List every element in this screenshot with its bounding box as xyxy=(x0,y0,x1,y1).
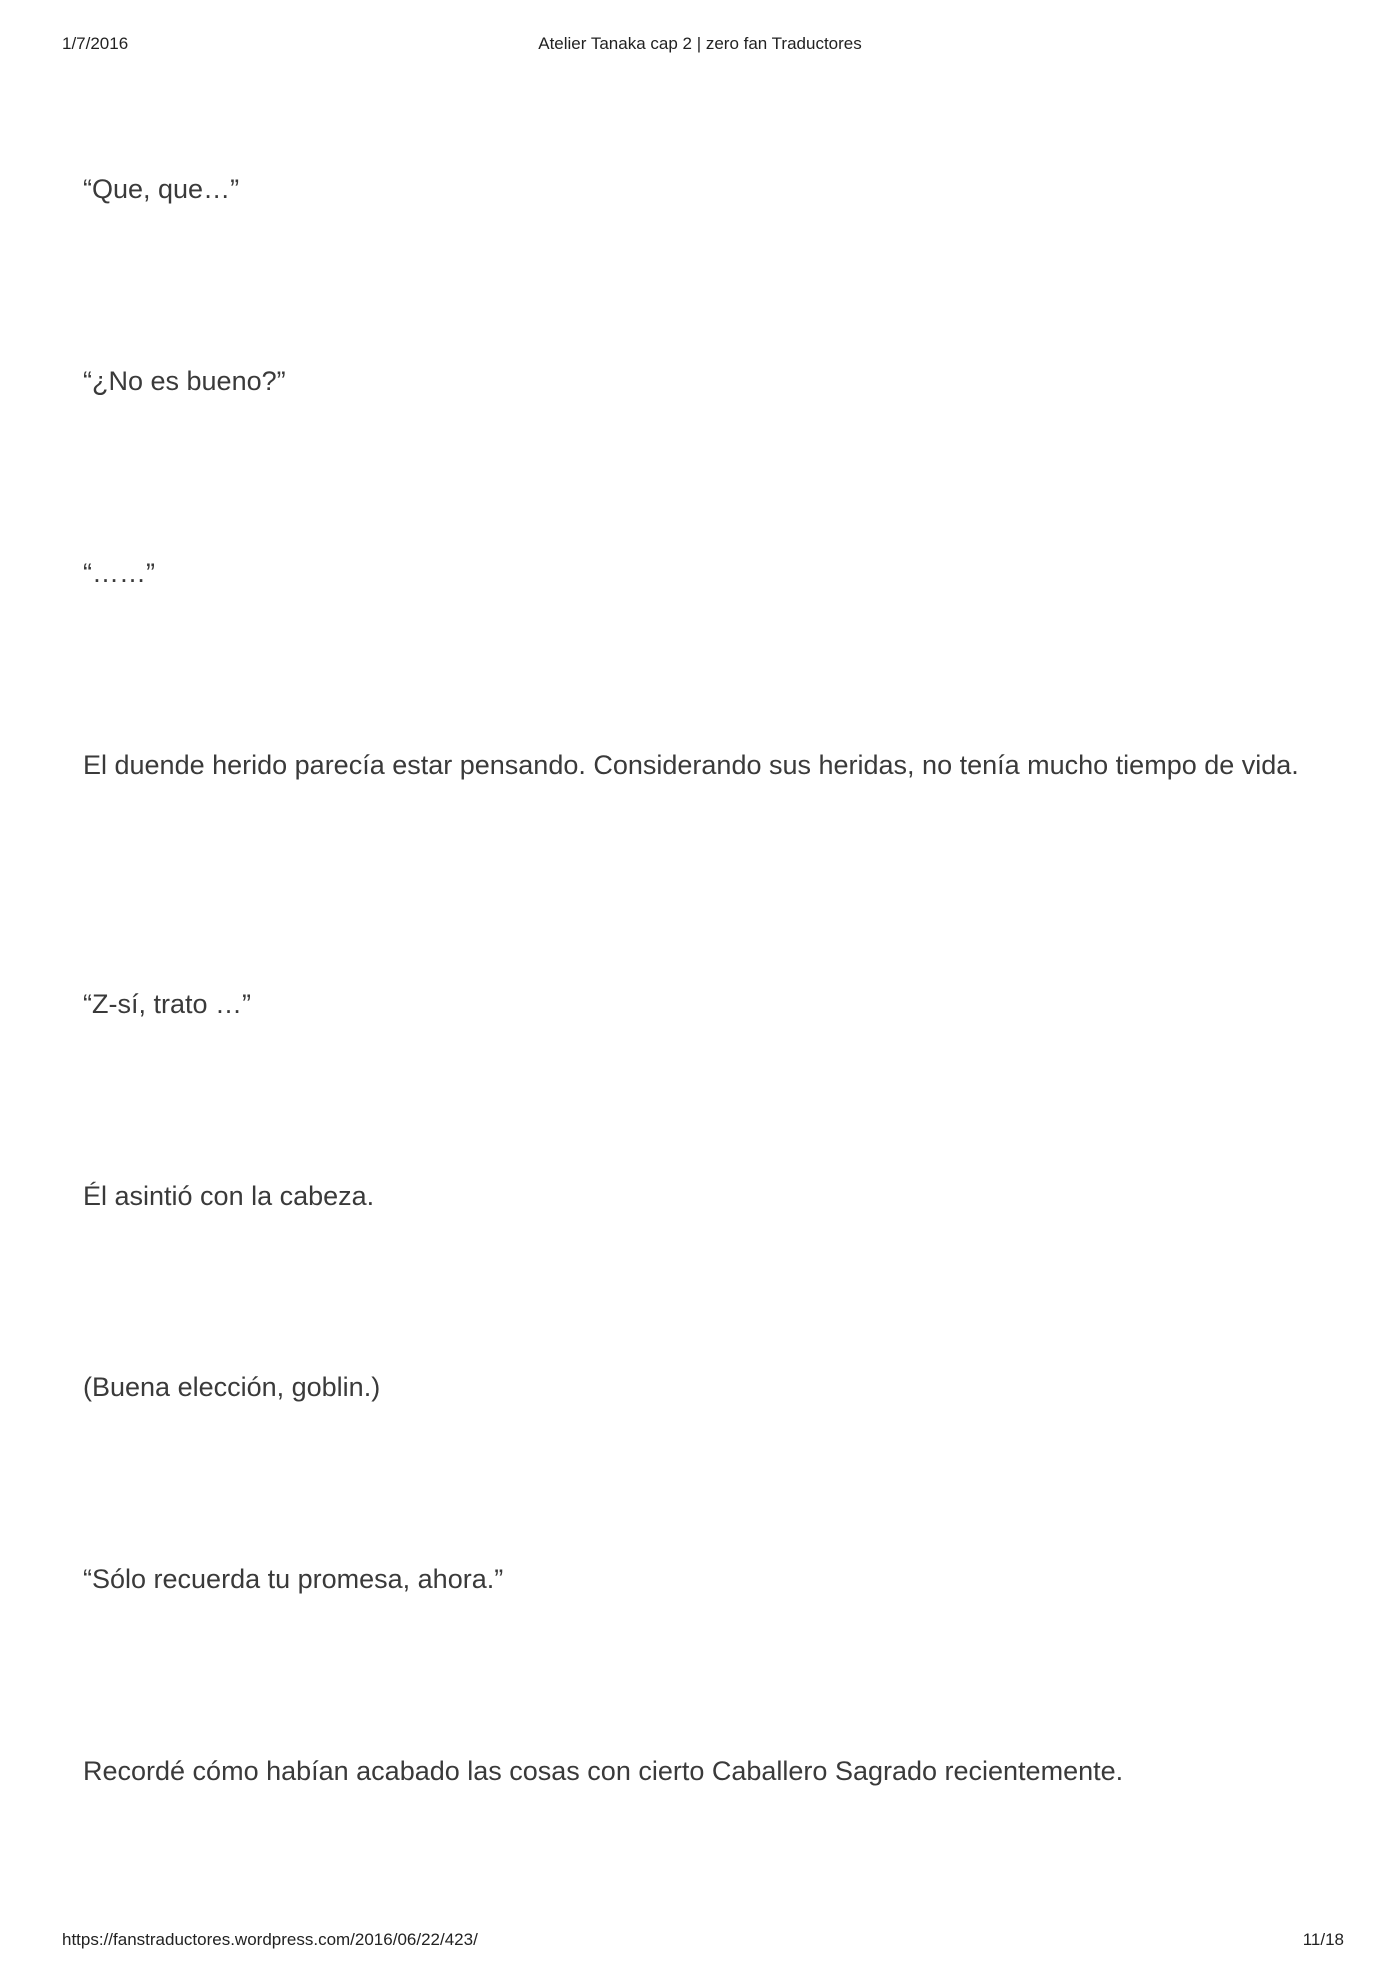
paragraph: “Sólo recuerda tu promesa, ahora.” xyxy=(83,1564,504,1594)
page-url: https://fanstraductores.wordpress.com/2016/06/22/423/ xyxy=(62,1930,478,1949)
paragraph: (Buena elección, goblin.) xyxy=(83,1372,381,1402)
paragraph: “¿No es bueno?” xyxy=(83,366,286,396)
paragraph: “Z-sí, trato …” xyxy=(83,989,251,1019)
paragraph: Recordé cómo habían acabado las cosas con cierto Caballero Sagrado recientemente. xyxy=(83,1756,1124,1786)
print-footer xyxy=(0,1930,1400,1954)
paragraph: El duende herido parecía estar pensando. Considerando sus heridas, no tenía mucho tiempo de vida. xyxy=(83,750,1299,780)
page-title: Atelier Tanaka cap 2 | zero fan Traductores xyxy=(538,34,862,53)
paragraph: “Que, que…” xyxy=(83,174,240,204)
paragraph: “……” xyxy=(83,558,155,588)
print-date: 1/7/2016 xyxy=(62,34,129,53)
page-number: 11/18 xyxy=(1302,1930,1344,1949)
print-header xyxy=(0,34,1400,58)
paragraph: Él asintió con la cabeza. xyxy=(83,1181,375,1211)
